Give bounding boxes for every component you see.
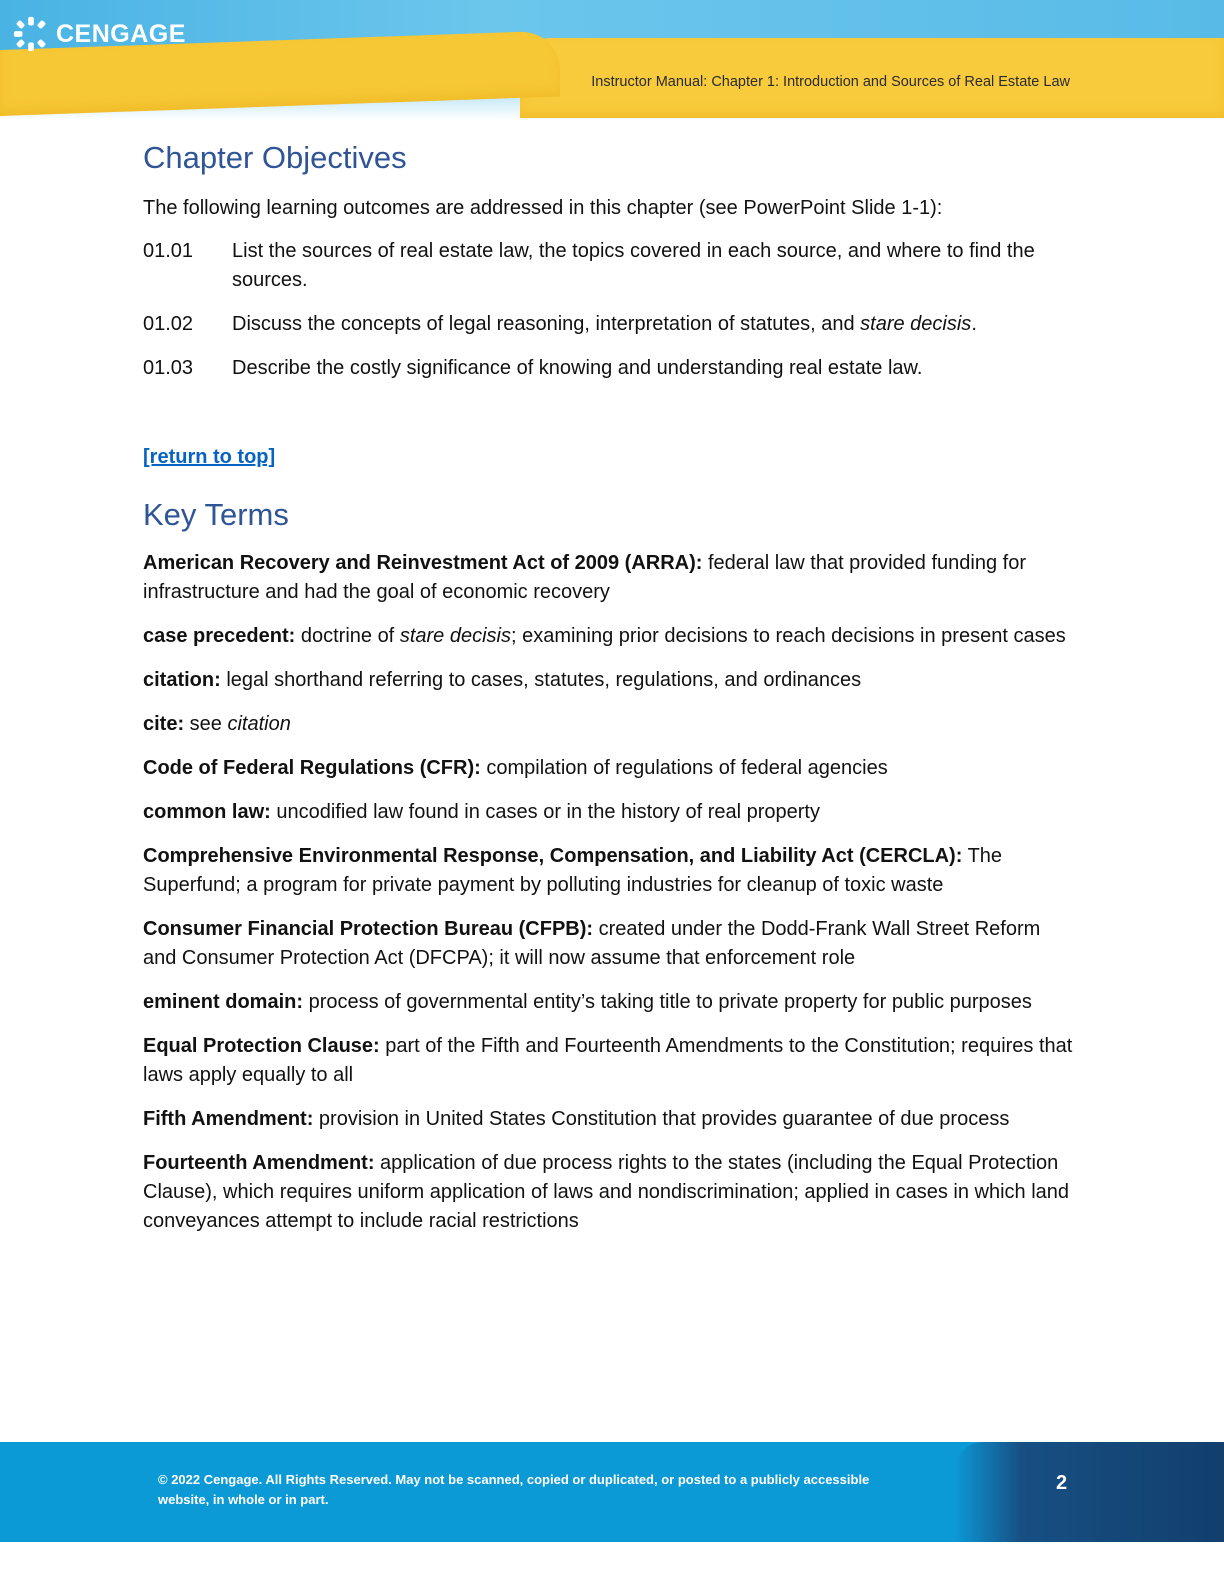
objective-text-italic: stare decisis [860, 313, 972, 335]
key-term-name: citation: [143, 669, 221, 691]
key-term-name: Fifth Amendment: [143, 1108, 314, 1130]
objective-text: List the sources of real estate law, the topics covered in each source, and where to find the sources. [232, 240, 1035, 291]
chapter-objectives-heading: Chapter Objectives [143, 140, 407, 175]
cengage-logo-icon [12, 15, 50, 53]
key-term-entry [143, 754, 1078, 783]
page-header [0, 0, 1224, 120]
copyright-notice: © 2022 Cengage. All Rights Reserved. May not be scanned, copied or duplicated, or posted to a publicly accessible website, in whole or in part. [158, 1472, 870, 1507]
objective-text [232, 310, 1078, 339]
key-terms-heading: Key Terms [143, 497, 289, 532]
key-term-definition-italic: stare decisis [399, 625, 511, 647]
key-term-definition: uncodified law found in cases or in the history of real property [270, 801, 820, 823]
objective-number: 01.01 [143, 240, 194, 262]
key-term-name: Code of Federal Regulations (CFR): [143, 757, 481, 779]
key-term-name: Equal Protection Clause: [143, 1035, 380, 1057]
key-term-name: Comprehensive Environmental Response, Compensation, and Liability Act (CERCLA): [143, 845, 963, 867]
page-number: 2 [1056, 1472, 1068, 1494]
key-term-definition: see [184, 713, 228, 735]
return-to-top-link[interactable]: [return to top] [143, 446, 276, 468]
objective-item [143, 354, 1078, 383]
key-term-entry [143, 549, 1078, 607]
key-term-entry [143, 842, 1078, 900]
objective-text-part: Discuss the concepts of legal reasoning, interpretation of statutes, and [232, 313, 861, 335]
key-term-name: eminent domain: [143, 991, 304, 1013]
key-term-definition: federal law that provided funding for infrastructure and had the goal of economic recovery [143, 552, 1026, 603]
key-term-definition: ; examining prior decisions to reach decisions in present cases [510, 625, 1066, 647]
key-term-definition: application of due process rights to the states (including the Equal Protection Clause), which requires uniform application of laws and nondiscrimination; applied in cases in which land conveyances attempt to include racial restrictions [143, 1152, 1070, 1232]
footer-navy-band [954, 1442, 1224, 1542]
key-term-definition: process of governmental entity’s taking title to private property for public purposes [303, 991, 1032, 1013]
key-term-name: cite: [143, 713, 185, 735]
objective-number: 01.03 [143, 357, 194, 379]
key-term-definition: created under the Dodd-Frank Wall Street Reform and Consumer Protection Act (DFCPA); it will now assume that enforcement role [143, 918, 1041, 969]
key-term-entry [143, 798, 1078, 827]
key-term-entry [143, 710, 1078, 739]
cengage-logo [12, 14, 186, 54]
objective-text: Describe the costly significance of knowing and understanding real estate law. [232, 357, 923, 379]
key-term-name: common law: [143, 801, 271, 823]
key-term-definition-italic: citation [227, 713, 291, 735]
key-term-entry [143, 666, 1078, 695]
key-term-definition: The Superfund; a program for private payment by polluting industries for cleanup of toxic waste [143, 845, 1003, 896]
objective-item [143, 237, 1078, 295]
key-term-definition: provision in United States Constitution that provides guarantee of due process [313, 1108, 1010, 1130]
key-term-name: Fourteenth Amendment: [143, 1152, 375, 1174]
key-term-entry [143, 1105, 1078, 1134]
key-term-entry [143, 1032, 1078, 1090]
brand-name: CENGAGE [56, 19, 186, 48]
key-term-definition: doctrine of [295, 625, 400, 647]
key-terms-list [143, 549, 1078, 1236]
key-term-definition: part of the Fifth and Fourteenth Amendments to the Constitution; requires that laws apply equally to all [143, 1035, 1073, 1086]
key-term-name: American Recovery and Reinvestment Act of 2009 (ARRA): [143, 552, 703, 574]
objectives-list [143, 237, 1078, 383]
page-footer [0, 1442, 1224, 1542]
key-term-entry [143, 915, 1078, 973]
key-term-entry [143, 1149, 1078, 1236]
key-term-name: case precedent: [143, 625, 296, 647]
document-title: Instructor Manual: Chapter 1: Introduction and Sources of Real Estate Law [591, 74, 1070, 90]
key-term-definition: compilation of regulations of federal agencies [480, 757, 888, 779]
objective-text-part: . [971, 313, 977, 335]
key-term-definition: legal shorthand referring to cases, statutes, regulations, and ordinances [220, 669, 862, 691]
page-content [143, 140, 1078, 1251]
objectives-intro: The following learning outcomes are addressed in this chapter (see PowerPoint Slide 1-1): [143, 197, 943, 219]
key-term-entry [143, 622, 1078, 651]
key-term-name: Consumer Financial Protection Bureau (CFPB): [143, 918, 594, 940]
objective-number: 01.02 [143, 313, 194, 335]
objective-item [143, 310, 1078, 339]
key-term-entry [143, 988, 1078, 1017]
